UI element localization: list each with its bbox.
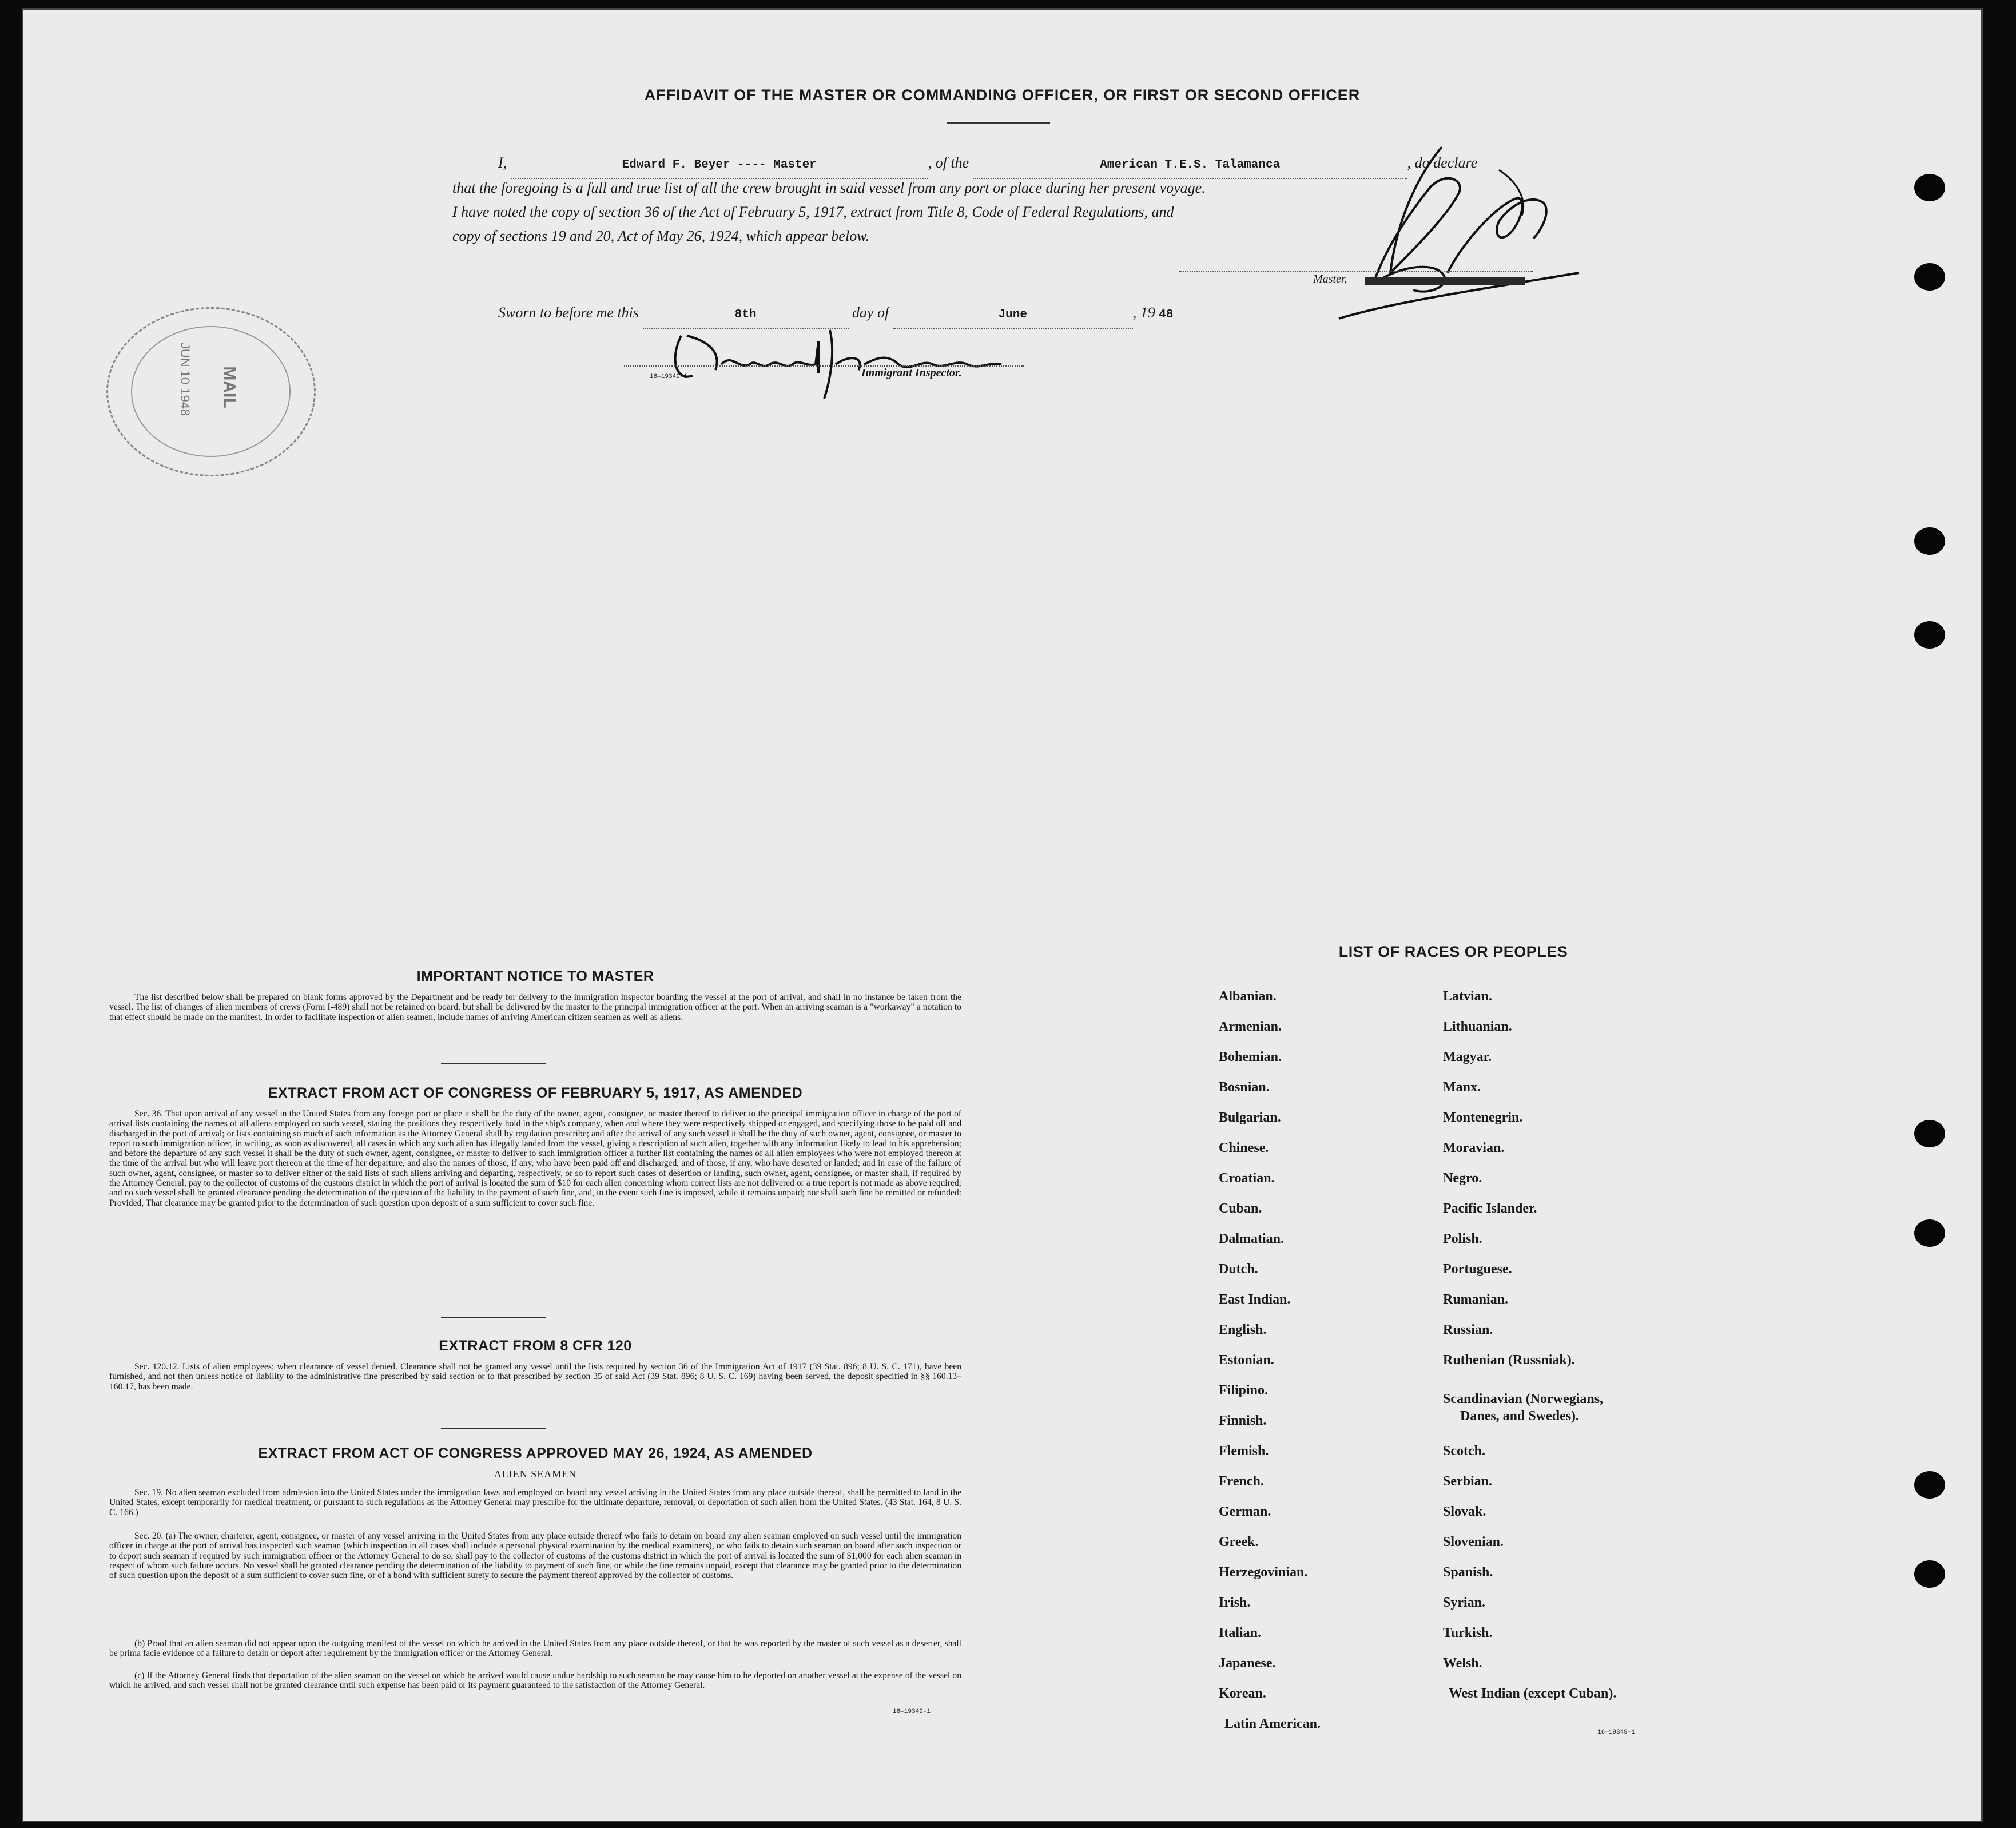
vessel-name-field: American T.E.S. Talamanca xyxy=(973,153,1407,179)
race-left-1: Armenian. xyxy=(1219,1019,1282,1034)
extract-1917-body: Sec. 36. That upon arrival of any vessel in the United States from any foreign port or place it shall be the duty of the owner, agent, consignee, or master thereof to deliver to the principal immigration officer in charge of the port of arrival lists containing the names of all aliens employed on such vessel, stating the positions they respectively hold in the ship's company, when and where they were respectively shipped or engaged, and specifying those to be paid off and discharged in the port of arrival; or lists containing so much of such information as the Attorney General shall by regulation prescribe; and after the arrival of any such vessel it shall be the duty of such owner, agent, consignee, or master to report to such immigration officer, in writing, as soon as discovered, all cases in which any such alien has illegally landed from the vessel, giving a description of such alien, together with any information likely to lead to his apprehension; and before the departure of any such vessel it shall be the duty of such owner, agent, consignee, or master to deliver to such immigration officer a further list containing the names of all alien employees who were not employed thereon at the time of the arrival but who will leave port thereon at the time of her departure, and also the names of those, if any, who have been paid off and discharged, and of those, if any, who have deserted or landed; and in case of the failure of such owner, agent, consignee, or master so to deliver either of the said lists of such aliens arriving and departing, respectively, or so to report such cases of desertion or landing, such owner, agent, consignee, or master shall, if required by the Attorney General, pay to the collector of customs of the customs district in which the port of arrival is located the sum of $10 for each alien concerning whom correct lists are not delivered or a true report is not made as above required; and no such vessel shall be granted clearance pending the determination of the question of the liability to the payment of such fine, and, in the event such fine is imposed, while it remains unpaid; nor shall such fine be remitted or refunded: Provided, That clearance may be granted prior to the determination of such question upon deposit of a sum sufficient to cover such fine. xyxy=(109,1109,961,1208)
race-left-24: Latin American. xyxy=(1224,1716,1321,1731)
inspector-signature-line xyxy=(624,365,1024,367)
postmark-date: JUN 10 1948 xyxy=(178,342,193,416)
affidavit-form-number: 16—19349-1 xyxy=(650,373,688,380)
binder-hole-1 xyxy=(1914,174,1945,201)
notice-body: The list described below shall be prepared on blank forms approved by the Department and be ready for delivery to the immigration inspector boarding the vessel at the port of arrival, and shall in no instance be taken from the vessel. The list of changes of alien members of crews (Form I-489) shall not be retained on board, but shall be delivered by the master to the principal immigration officer at the port. When an arriving seaman is a "workaway" a notation to that effect should be made on the manifest. In order to facilitate inspection of alien seamen, include names of arriving American citizen seamen as well as aliens. xyxy=(109,992,961,1022)
extract-1917-title: EXTRACT FROM ACT OF CONGRESS OF FEBRUARY 5, 1917, AS AMENDED xyxy=(268,1085,803,1101)
binder-hole-8 xyxy=(1914,1560,1945,1588)
of-the-label: , of the xyxy=(928,154,969,171)
race-left-4: Bulgarian. xyxy=(1219,1110,1281,1125)
postmark-stamp xyxy=(106,307,316,476)
race-left-7: Cuban. xyxy=(1219,1201,1262,1216)
binder-hole-2 xyxy=(1914,263,1945,291)
race-right-18: Slovenian. xyxy=(1443,1535,1504,1549)
race-left-16: French. xyxy=(1219,1474,1264,1489)
race-right-6: Negro. xyxy=(1443,1171,1482,1186)
sworn-year-field: 48 xyxy=(1159,308,1174,321)
redacted-title xyxy=(1365,277,1525,285)
race-left-5: Chinese. xyxy=(1219,1140,1269,1155)
race-right-17: Slovak. xyxy=(1443,1504,1486,1519)
race-left-15: Flemish. xyxy=(1219,1444,1269,1459)
race-right-21: Turkish. xyxy=(1443,1626,1493,1640)
notice-title: IMPORTANT NOTICE TO MASTER xyxy=(416,968,654,984)
race-right-7: Pacific Islander. xyxy=(1443,1201,1537,1216)
extract-1924-sec20b: (b) Proof that an alien seaman did not appear upon the outgoing manifest of the vessel on which he arrived in the United States from any place outside thereof, or that he was reported by the master of such vessel as a deserter, shall be prima facie evidence of a failure to detain or deport after requirement by the immigration officer or the Attorney General. xyxy=(109,1639,961,1659)
affidavit-title: AFFIDAVIT OF THE MASTER OR COMMANDING OFFICER, OR FIRST OR SECOND OFFICER xyxy=(644,86,1361,104)
race-left-17: German. xyxy=(1219,1504,1271,1519)
binder-hole-6 xyxy=(1914,1219,1945,1247)
race-left-8: Dalmatian. xyxy=(1219,1231,1284,1246)
postmark-inner-ring xyxy=(131,326,291,457)
binder-hole-3 xyxy=(1914,527,1945,555)
race-right-0: Latvian. xyxy=(1443,989,1493,1004)
inspector-signature xyxy=(647,319,1036,404)
binder-hole-7 xyxy=(1914,1471,1945,1499)
race-left-11: English. xyxy=(1219,1322,1267,1337)
document-page xyxy=(22,8,1983,1822)
races-form-number: 16—19349-1 xyxy=(1597,1729,1636,1736)
race-left-2: Bohemian. xyxy=(1219,1050,1282,1064)
extract-1924-sec20c: (c) If the Attorney General finds that deportation of the alien seaman on the vessel on which he arrived would cause undue hardship to such seaman he may cause him to be deported on another vessel at the expense of the vessel on which he arrived, and such vessel shall not be granted clearance until such expense has been paid or its payment guaranteed to the satisfaction of the Attorney General. xyxy=(109,1671,961,1691)
race-left-22: Japanese. xyxy=(1219,1656,1276,1671)
race-right-4: Montenegrin. xyxy=(1443,1110,1523,1125)
race-right-23: West Indian (except Cuban). xyxy=(1449,1686,1617,1701)
master-signature xyxy=(1327,136,1602,330)
race-left-12: Estonian. xyxy=(1219,1353,1274,1368)
race-right-16: Serbian. xyxy=(1443,1474,1493,1489)
declaration-line-3: I have noted the copy of section 36 of the Act of February 5, 1917, extract from Title 8, Code of Federal Regulations, and xyxy=(452,204,1174,220)
declaration-prefix: I, xyxy=(498,154,507,171)
do-declare-label: , do declare xyxy=(1407,154,1478,171)
postmark-mail: MAIL xyxy=(220,366,239,408)
race-left-19: Herzegovinian. xyxy=(1219,1565,1308,1580)
race-right-10: Rumanian. xyxy=(1443,1292,1509,1307)
master-signature-line xyxy=(1179,271,1533,272)
race-left-13: Filipino. xyxy=(1219,1383,1269,1398)
race-right-1: Lithuanian. xyxy=(1443,1019,1512,1034)
master-label: Master, xyxy=(1313,273,1347,285)
binder-hole-5 xyxy=(1914,1120,1945,1147)
day-of-label: day of xyxy=(852,304,889,321)
race-left-14: Finnish. xyxy=(1219,1413,1267,1428)
race-left-20: Irish. xyxy=(1219,1595,1251,1610)
binder-hole-4 xyxy=(1914,621,1945,649)
extract-1917-rule xyxy=(441,1317,546,1318)
race-right-9: Portuguese. xyxy=(1443,1262,1512,1277)
race-left-10: East Indian. xyxy=(1219,1292,1291,1307)
declaration-line-4: copy of sections 19 and 20, Act of May 26, 1924, which appear below. xyxy=(452,228,870,244)
extract-cfr-rule xyxy=(441,1428,546,1429)
race-left-0: Albanian. xyxy=(1219,989,1277,1004)
title-rule xyxy=(947,122,1050,124)
race-right-22: Welsh. xyxy=(1443,1656,1482,1671)
extract-1924-sec20a: Sec. 20. (a) The owner, charterer, agent, consignee, or master of any vessel arriving in the United States from any place outside thereof who fails to detain on board any alien seaman employed on such vessel until the immigration officer in charge at the port of arrival has inspected such seaman (which inspection in all cases shall include a personal physical examination by the medical examiners), or who fails to detain such seaman on board after such inspection or to deport such seaman if required by such immigration officer or the Attorney General to do so, shall pay to the collector of customs of the customs district in which the port of arrival is located the sum of $1,000 for each alien seaman in respect of whom such failure occurs. No vessel shall be granted clearance pending the determination of the liability to payment of such fine, or while the fine remains unpaid, except that clearance may be granted prior to the determination of such question upon the deposit of a sum sufficient to cover such fine, or of a bond with sufficient surety to secure the payment thereof approved by the collector of customs. xyxy=(109,1531,961,1581)
race-right-15: Scotch. xyxy=(1443,1444,1485,1459)
master-name-field: Edward F. Beyer ---- Master xyxy=(511,153,928,179)
race-left-21: Italian. xyxy=(1219,1626,1262,1640)
races-title: LIST OF RACES OR PEOPLES xyxy=(1338,943,1568,960)
extract-1924-title: EXTRACT FROM ACT OF CONGRESS APPROVED MAY 26, 1924, AS AMENDED xyxy=(258,1445,813,1461)
declaration-line-2: that the foregoing is a full and true list of all the crew brought in said vessel from any port or place during her present voyage. xyxy=(452,180,1206,196)
extract-form-number: 16—19349-1 xyxy=(893,1708,931,1715)
extract-cfr-title: EXTRACT FROM 8 CFR 120 xyxy=(439,1338,632,1354)
inspector-label: Immigrant Inspector. xyxy=(861,367,962,379)
race-right-11: Russian. xyxy=(1443,1322,1493,1337)
sworn-month-field: June xyxy=(893,303,1133,329)
year-prefix: , 19 xyxy=(1132,304,1155,321)
race-left-23: Korean. xyxy=(1219,1686,1266,1701)
race-left-9: Dutch. xyxy=(1219,1262,1258,1277)
race-left-3: Bosnian. xyxy=(1219,1080,1270,1095)
sworn-day-field: 8th xyxy=(643,303,849,329)
race-right-2: Magyar. xyxy=(1443,1050,1492,1064)
race-right-13: Scandinavian (Norwegians, xyxy=(1443,1392,1604,1406)
extract-1924-sec19: Sec. 19. No alien seaman excluded from admission into the United States under the immigration laws and employed on board any vessel arriving in the United States from any place outside thereof, shall be permitted to land in the United States, except temporarily for medical treatment, or pursuant to such regulations as the Attorney General may prescribe for the ultimate departure, removal, or deportation of such alien from the United States. (43 Stat. 164, 8 U. S. C. 166.) xyxy=(109,1488,961,1517)
race-right-8: Polish. xyxy=(1443,1231,1482,1246)
race-right-3: Manx. xyxy=(1443,1080,1481,1095)
race-right-20: Syrian. xyxy=(1443,1595,1486,1610)
race-right-19: Spanish. xyxy=(1443,1565,1493,1580)
notice-rule xyxy=(441,1063,546,1064)
extract-cfr-body: Sec. 120.12. Lists of alien employees; when clearance of vessel denied. Clearance shall not be granted any vessel until the lists required by section 36 of the Immigration Act of 1917 (39 Stat. 896; 8 U. S. C. 171), have been furnished, and not then unless notice of liability to the administrative fine prescribed by said section or to that prescribed by section 35 of said Act (39 Stat. 896; 8 U. S. C. 169) having been served, the deposit specified in §§ 160.13–160.17, has been made. xyxy=(109,1362,961,1392)
race-right-5: Moravian. xyxy=(1443,1140,1505,1155)
race-right-14: Danes, and Swedes). xyxy=(1460,1409,1580,1424)
sworn-prefix: Sworn to before me this xyxy=(498,304,639,321)
race-right-12: Ruthenian (Russniak). xyxy=(1443,1353,1575,1368)
race-left-18: Greek. xyxy=(1219,1535,1259,1549)
extract-1924-subtitle: ALIEN SEAMEN xyxy=(494,1468,577,1480)
race-left-6: Croatian. xyxy=(1219,1171,1275,1186)
